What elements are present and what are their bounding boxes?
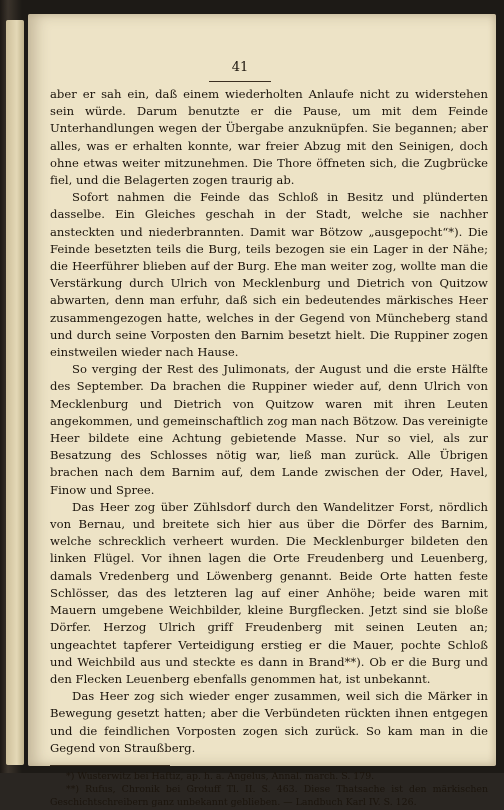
- paragraph-4: Das Heer zog über Zühlsdorf durch den Wandelitzer Forst, nördlich von Bernau, und breitete sich hier aus über die Dörfer des Barnim, welche schrecklich verheert wurden. Die Mecklenburger bildeten den linken Flügel. Vor ihnen lagen die Orte Freudenberg und Leuenberg, damals Vredenberg und Löwenberg genannt. Beide Orte hatten feste Schlösser, das des letzteren lag auf einer Anhöhe; beide waren mit Mauern umgebene Weichbilder, kleine Burgflecken. Jetzt sind sie bloße Dörfer. Herzog Ulrich griff Freudenberg mit seinen Leuten an; ungeachtet tapferer Verteidigung erstieg er die Mauer, pochte Schloß und Weichbild aus und steckte es dann in Brand**). Ob er die Burg und den Flecken Leuenberg ebenfalls genommen hat, ist unbekannt.: [50, 499, 488, 686]
- footnote-rule: [50, 765, 170, 766]
- paragraph-5: Das Heer zog sich wieder enger zusammen, weil sich die Märker in Bewegung gesetzt hatten; aber die Verbündeten rückten ihnen entgegen und die feindlichen Vorposten zogen sich zurück. So kam man in die Gegend von Straußberg.: [50, 689, 488, 755]
- header-rule: [209, 81, 271, 82]
- body-text: [50, 86, 488, 757]
- paragraph-1: aber er sah ein, daß einem wiederholten Anlaufe nicht zu widerstehen sein würde. Darum benutzte er die Pause, um mit dem Feinde Unterhandlungen wegen der Übergabe anzuknüpfen. Sie begannen; aber alles, was er erhalten konnte, war freier Abzug mit den Seinigen, doch ohne etwas weiter mitzunehmen. Die Thore öffneten sich, die Zugbrücke fiel, und die Belagerten zogen traurig ab.: [50, 87, 488, 188]
- page-number: 41: [231, 60, 249, 75]
- footnote-1: *) Wusterwitz bei Haftiz, ap. h. a. Angelus, Annal. march. S. 179.: [66, 770, 375, 782]
- book-page: [28, 14, 496, 809]
- paragraph-2: Sofort nahmen die Feinde das Schloß in Besitz und plünderten dasselbe. Ein Gleiches geschah in der Stadt, welche sie nachher ansteckten und niederbrannten. Damit war Bötzow „ausgepocht“*). Die Feinde besetzten teils die Burg, teils bezogen sie ein Lager in der Nähe; die Heerführer blieben auf der Burg. Ehe man weiter zog, wollte man die Verstärkung durch Ulrich von Mecklenburg und Dietrich von Quitzow abwarten, denn man erfuhr, daß sich ein bedeutendes märkisches Heer zusammengezogen hatte, welches in der Gegend von Müncheberg stand und durch seine Vorposten den Barnim besetzt hielt. Die Ruppiner zogen einstweilen wieder nach Hause.: [50, 190, 488, 360]
- page-content: [50, 60, 488, 810]
- previous-page-edge: [6, 20, 24, 765]
- footnote-2: **) Rufus, Chronik bei Grotuff Tl. II. S. 463. Diese Thatsache ist den märkischen Geschichtschreibern ganz unbekannt geblieben. — Landbuch Karl IV. S. 126.: [50, 784, 488, 809]
- paragraph-3: So verging der Rest des Julimonats, der August und die erste Hälfte des September. Da brachen die Ruppiner wieder auf, denn Ulrich von Mecklenburg und Dietrich von Quitzow waren mit ihren Leuten angekommen, und gemeinschaftlich zog man nach Bötzow. Das vereinigte Heer bildete eine Achtung gebietende Masse. Nur so viel, als zur Besatzung des Schlosses nötig war, ließ man zurück. Alle Übrigen brachen nach dem Barnim auf, dem Lande zwischen der Oder, Havel, Finow und Spree.: [50, 362, 488, 497]
